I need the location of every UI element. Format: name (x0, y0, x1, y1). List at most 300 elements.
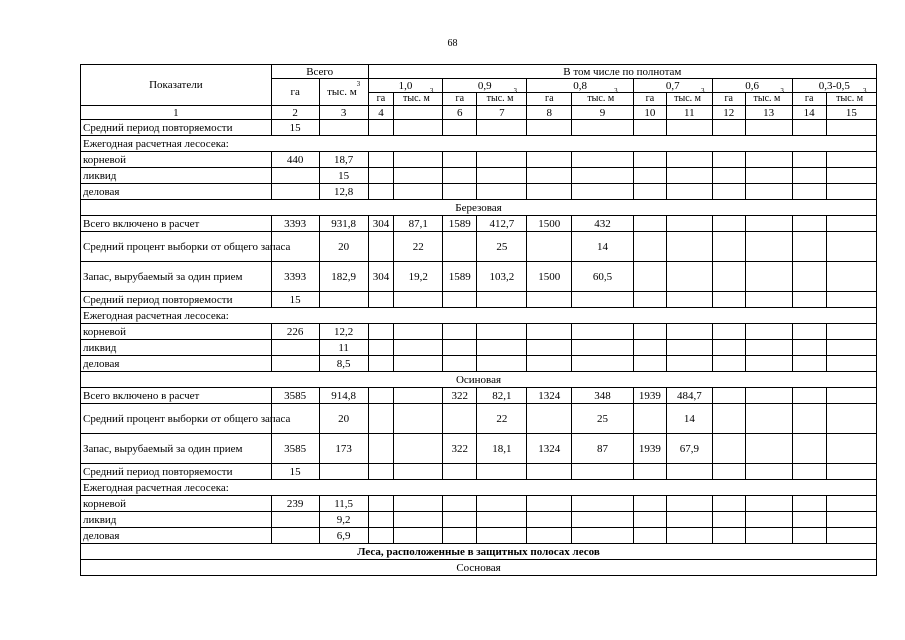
table-cell: 87,1 (394, 216, 443, 232)
table-cell (792, 528, 826, 544)
table-cell (666, 496, 712, 512)
table-cell: 20 (319, 232, 368, 262)
table-cell: 9,2 (319, 512, 368, 528)
table-cell (826, 404, 876, 434)
column-number: 12 (712, 106, 745, 120)
table-cell (477, 340, 527, 356)
table-cell (745, 356, 792, 372)
group-label: Ежегодная расчетная лесосека: (81, 308, 877, 324)
table-cell (792, 262, 826, 292)
table-cell (633, 216, 666, 232)
section-row (81, 372, 877, 388)
unit-superscript: 3 (863, 87, 867, 95)
table-cell (712, 496, 745, 512)
table-cell (792, 512, 826, 528)
table-cell (477, 152, 527, 168)
header-thous-m3 (477, 87, 527, 106)
table-cell (477, 168, 527, 184)
unit-label: тыс. м (486, 93, 514, 104)
unit-label: тыс. м (403, 93, 430, 104)
table-cell (271, 168, 319, 184)
table-cell: 484,7 (666, 388, 712, 404)
table-cell (394, 168, 443, 184)
table-cell: 22 (477, 404, 527, 434)
table-cell (368, 404, 394, 434)
table-cell (792, 340, 826, 356)
table-cell (443, 292, 477, 308)
table-cell: 322 (443, 388, 477, 404)
table-cell (271, 356, 319, 372)
table-cell (527, 464, 572, 480)
table-cell: 1324 (527, 434, 572, 464)
table-cell (745, 120, 792, 136)
unit-superscript: 3 (513, 87, 518, 95)
table-cell: 182,9 (319, 262, 368, 292)
header-density: 0,3-0,5 (792, 79, 876, 93)
header-ha: га (712, 93, 745, 106)
table-cell: 8,5 (319, 356, 368, 372)
row-label: Средний период повторяемости (81, 292, 272, 308)
table-cell (633, 152, 666, 168)
table-cell (745, 184, 792, 200)
header-thous-m3 (572, 87, 634, 106)
table-cell (712, 404, 745, 434)
table-cell (712, 464, 745, 480)
table-cell (394, 324, 443, 340)
table-cell (745, 434, 792, 464)
forest-calculation-table (80, 64, 877, 576)
table-cell (712, 356, 745, 372)
row-label: Запас, вырубаемый за один прием (81, 262, 272, 292)
table-cell: 1939 (633, 388, 666, 404)
table-cell (745, 152, 792, 168)
unit-superscript: 3 (780, 87, 784, 95)
table-cell (633, 496, 666, 512)
table-cell: 20 (319, 404, 368, 434)
unit-label: тыс. м (836, 93, 864, 104)
table-cell: 1324 (527, 388, 572, 404)
table-cell (572, 292, 634, 308)
header-by-density: В том числе по полнотам (368, 65, 876, 79)
table-cell: 1589 (443, 216, 477, 232)
column-number: 11 (666, 106, 712, 120)
table-cell (443, 340, 477, 356)
table-cell (826, 120, 876, 136)
column-number: 6 (443, 106, 477, 120)
row-label: деловая (81, 528, 272, 544)
table-cell (826, 434, 876, 464)
table-cell (826, 512, 876, 528)
table-cell (477, 512, 527, 528)
table-cell (527, 324, 572, 340)
table-cell (633, 528, 666, 544)
table-cell (666, 262, 712, 292)
table-cell: 15 (319, 168, 368, 184)
table-cell (666, 120, 712, 136)
table-cell: 432 (572, 216, 634, 232)
table-cell (666, 356, 712, 372)
table-cell: 14 (666, 404, 712, 434)
table-cell (394, 404, 443, 434)
table-row (81, 308, 877, 324)
table-row (81, 262, 877, 292)
table-cell: 18,1 (477, 434, 527, 464)
table-cell (826, 152, 876, 168)
table-cell (394, 388, 443, 404)
table-cell (319, 292, 368, 308)
table-cell: 60,5 (572, 262, 634, 292)
table-cell (572, 496, 634, 512)
table-cell (712, 512, 745, 528)
table-cell (527, 232, 572, 262)
section-title: Березовая (81, 200, 877, 216)
table-row (81, 340, 877, 356)
column-number: 14 (792, 106, 826, 120)
table-cell (792, 324, 826, 340)
table-row (81, 388, 877, 404)
table-cell (712, 168, 745, 184)
table-cell (271, 512, 319, 528)
table-cell (792, 464, 826, 480)
table-row (81, 216, 877, 232)
row-label: деловая (81, 356, 272, 372)
table-cell (527, 512, 572, 528)
table-cell (745, 528, 792, 544)
table-cell (477, 120, 527, 136)
table-cell (443, 464, 477, 480)
table-row (81, 404, 877, 434)
table-cell (527, 184, 572, 200)
table-row (81, 152, 877, 168)
table-cell: 15 (271, 120, 319, 136)
section-row (81, 560, 877, 576)
table-cell (712, 434, 745, 464)
table-cell (745, 232, 792, 262)
table-cell (792, 404, 826, 434)
table-row (81, 480, 877, 496)
table-cell (527, 340, 572, 356)
table-cell: 1500 (527, 216, 572, 232)
table-cell (443, 168, 477, 184)
table-cell (792, 388, 826, 404)
table-cell (527, 496, 572, 512)
table-cell: 322 (443, 434, 477, 464)
column-number: 10 (633, 106, 666, 120)
table-cell (792, 184, 826, 200)
table-cell (826, 292, 876, 308)
table-cell: 304 (368, 216, 394, 232)
table-row (81, 512, 877, 528)
row-label: корневой (81, 324, 272, 340)
header-density: 0,9 (443, 79, 527, 93)
table-row (81, 434, 877, 464)
table-cell (666, 184, 712, 200)
table-cell (826, 168, 876, 184)
header-ha: га (443, 93, 477, 106)
table-cell: 304 (368, 262, 394, 292)
unit-label: тыс. м (753, 93, 781, 104)
table-cell (792, 356, 826, 372)
table-cell (826, 340, 876, 356)
table-cell (394, 152, 443, 168)
table-cell: 914,8 (319, 388, 368, 404)
table-cell (271, 184, 319, 200)
table-cell: 22 (394, 232, 443, 262)
table-cell (712, 262, 745, 292)
column-number: 3 (319, 106, 368, 120)
table-cell (633, 292, 666, 308)
section-title: Леса, расположенные в защитных полосах лесов (81, 544, 877, 560)
table-cell (527, 120, 572, 136)
row-label: Средний процент выборки от общего запаса (81, 404, 272, 434)
table-cell (368, 324, 394, 340)
table-cell (792, 216, 826, 232)
table-cell: 1589 (443, 262, 477, 292)
section-row (81, 544, 877, 560)
row-label: Средний процент выборки от общего запаса (81, 232, 272, 262)
table-cell (443, 324, 477, 340)
table-cell (745, 404, 792, 434)
table-cell (527, 168, 572, 184)
table-cell (745, 340, 792, 356)
table-cell (572, 356, 634, 372)
table-cell: 11,5 (319, 496, 368, 512)
table-cell (745, 388, 792, 404)
column-number: 8 (527, 106, 572, 120)
column-number: 4 (368, 106, 394, 120)
table-cell (826, 184, 876, 200)
table-cell (826, 232, 876, 262)
table-cell (477, 292, 527, 308)
table-cell (745, 168, 792, 184)
table-cell (792, 120, 826, 136)
table-cell: 11 (319, 340, 368, 356)
table-cell (394, 496, 443, 512)
table-cell (443, 496, 477, 512)
table-cell (477, 184, 527, 200)
table-cell (712, 340, 745, 356)
table-cell (527, 528, 572, 544)
column-number: 9 (572, 106, 634, 120)
table-cell (792, 434, 826, 464)
table-cell (394, 464, 443, 480)
column-number: 7 (477, 106, 527, 120)
table-cell (666, 152, 712, 168)
header-ha: га (633, 93, 666, 106)
table-cell (826, 262, 876, 292)
table-cell (477, 496, 527, 512)
table-cell (792, 232, 826, 262)
unit-superscript: 3 (429, 87, 434, 95)
row-label: Средний период повторяемости (81, 464, 272, 480)
table-cell (477, 356, 527, 372)
group-label: Ежегодная расчетная лесосека: (81, 480, 877, 496)
table-cell (443, 120, 477, 136)
table-cell (319, 120, 368, 136)
row-label: Запас, вырубаемый за один прием (81, 434, 272, 464)
table-cell (368, 152, 394, 168)
row-label: корневой (81, 152, 272, 168)
table-cell (368, 464, 394, 480)
table-cell (666, 340, 712, 356)
table-cell (572, 168, 634, 184)
table-cell (527, 292, 572, 308)
table-cell (271, 528, 319, 544)
table-cell (792, 496, 826, 512)
table-cell (633, 512, 666, 528)
column-number: 2 (271, 106, 319, 120)
table-cell (368, 356, 394, 372)
column-number: 13 (745, 106, 792, 120)
table-cell: 12,8 (319, 184, 368, 200)
table-cell: 3393 (271, 262, 319, 292)
table-cell (271, 340, 319, 356)
column-number: 15 (826, 106, 876, 120)
table-cell: 173 (319, 434, 368, 464)
unit-label: тыс. м (587, 93, 615, 104)
table-cell (394, 512, 443, 528)
table-cell (745, 496, 792, 512)
unit-label: тыс. м (327, 86, 357, 98)
table-cell (666, 464, 712, 480)
table-cell (572, 152, 634, 168)
table-cell: 103,2 (477, 262, 527, 292)
table-cell (826, 464, 876, 480)
table-cell (443, 356, 477, 372)
table-cell: 3585 (271, 388, 319, 404)
table-cell (527, 404, 572, 434)
table-cell (666, 324, 712, 340)
table-cell: 18,7 (319, 152, 368, 168)
table-cell (826, 356, 876, 372)
table-cell (572, 184, 634, 200)
table-cell (712, 324, 745, 340)
row-label: корневой (81, 496, 272, 512)
table-cell (443, 184, 477, 200)
header-thous-m3 (394, 87, 443, 106)
table-cell: 12,2 (319, 324, 368, 340)
table-cell (792, 292, 826, 308)
table-cell (826, 388, 876, 404)
table-cell (394, 120, 443, 136)
unit-superscript: 3 (614, 87, 618, 95)
table-cell: 19,2 (394, 262, 443, 292)
table-cell (394, 340, 443, 356)
table-cell (572, 512, 634, 528)
table-cell (443, 232, 477, 262)
header-total-ha: га (271, 79, 319, 106)
table-cell: 1500 (527, 262, 572, 292)
table-cell (712, 388, 745, 404)
table-cell (826, 496, 876, 512)
table-row (81, 292, 877, 308)
table-cell (368, 120, 394, 136)
table-cell (792, 152, 826, 168)
table-cell: 440 (271, 152, 319, 168)
table-cell: 15 (271, 292, 319, 308)
table-cell: 87 (572, 434, 634, 464)
table-cell (394, 292, 443, 308)
header-density: 0,7 (633, 79, 712, 93)
page-number: 68 (447, 38, 458, 49)
header-indicators: Показатели (81, 65, 272, 106)
unit-label: тыс. м (674, 93, 701, 104)
unit-superscript: 3 (700, 87, 705, 95)
table-cell (368, 292, 394, 308)
section-row (81, 200, 877, 216)
table-cell: 931,8 (319, 216, 368, 232)
table-cell (745, 262, 792, 292)
table-cell (368, 496, 394, 512)
table-cell (745, 216, 792, 232)
table-cell: 239 (271, 496, 319, 512)
table-cell (745, 512, 792, 528)
table-cell (633, 168, 666, 184)
table-cell (666, 528, 712, 544)
table-cell: 67,9 (666, 434, 712, 464)
table-cell (712, 152, 745, 168)
table-cell: 6,9 (319, 528, 368, 544)
table-cell (443, 528, 477, 544)
table-cell (633, 404, 666, 434)
table-cell (368, 168, 394, 184)
table-row (81, 184, 877, 200)
table-cell (477, 324, 527, 340)
table-cell (527, 356, 572, 372)
table-cell: 3585 (271, 434, 319, 464)
table-cell: 15 (271, 464, 319, 480)
table-cell (368, 184, 394, 200)
table-row (81, 528, 877, 544)
header-thous-m3 (319, 79, 368, 106)
table-cell (394, 356, 443, 372)
header-ha: га (792, 93, 826, 106)
table-cell (572, 340, 634, 356)
row-label: ликвид (81, 512, 272, 528)
table-cell (826, 216, 876, 232)
table-cell (394, 184, 443, 200)
table-cell (443, 512, 477, 528)
table-cell (572, 528, 634, 544)
header-thous-m3 (745, 87, 792, 106)
column-numbers-row (81, 106, 877, 120)
header-ha: га (527, 93, 572, 106)
table-cell (477, 464, 527, 480)
table-row (81, 136, 877, 152)
header-row-1 (81, 65, 877, 79)
unit-superscript: 3 (356, 80, 361, 88)
table-cell (792, 168, 826, 184)
table-cell (368, 528, 394, 544)
table-cell: 348 (572, 388, 634, 404)
table-cell (712, 216, 745, 232)
table-cell (368, 512, 394, 528)
table-cell (368, 388, 394, 404)
table-row (81, 232, 877, 262)
table-cell (712, 528, 745, 544)
column-number (394, 106, 443, 120)
table-cell (477, 528, 527, 544)
table-cell (368, 434, 394, 464)
table-row (81, 496, 877, 512)
table-row (81, 464, 877, 480)
table-cell (319, 464, 368, 480)
section-title: Сосновая (81, 560, 877, 576)
table-cell (666, 168, 712, 184)
table-cell (443, 152, 477, 168)
table-row (81, 324, 877, 340)
row-label: ликвид (81, 168, 272, 184)
